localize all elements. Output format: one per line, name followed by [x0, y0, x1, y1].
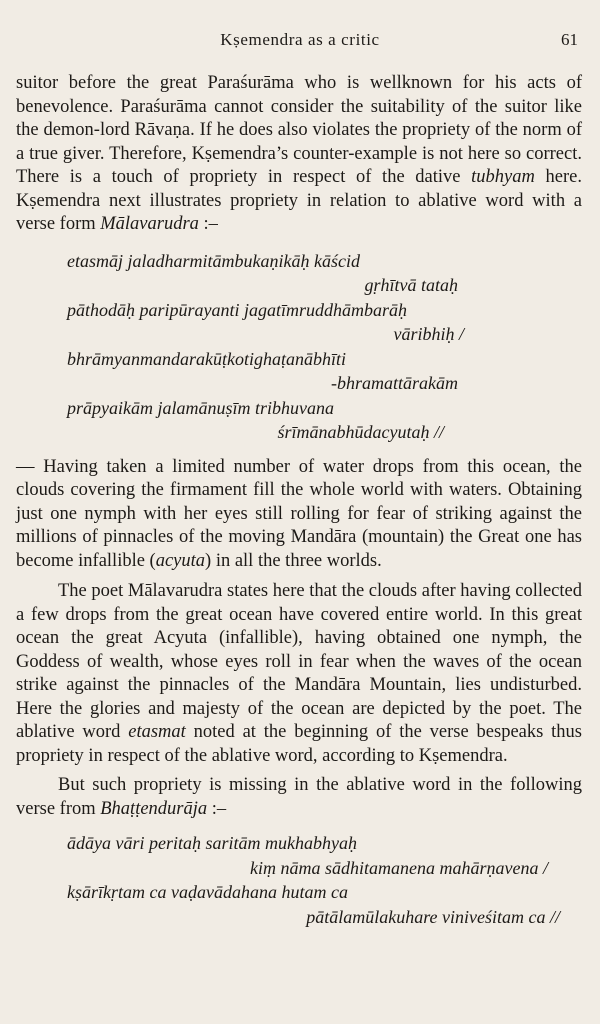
paragraph-3-text: The poet Mālavarudra states here that the clouds after having collected a few drops from the great ocean have covered entire world. In this great ocean the great Acyuta (infallible), having obtained one nymph, the Goddess of wealth, whose eyes roll in fear when the waves of the ocean strike against the pinnacles of the Mandāra Mountain, lies undisturbed. Here the glories and majesty of the ocean are depicted by the poet. The ablative word: [16, 581, 582, 742]
verse-1-line-4: prāpyaikām jalamānuṣīm tribhuvana: [67, 397, 334, 418]
verse-source-2: Bhaṭṭendurāja: [100, 798, 208, 819]
paragraph-1-text: suitor before the great Paraśurāma who is wellknown for his acts of benevolence. Paraśurāma cannot consider the suitability of the suitor like the demon-lord Rāvaṇa. If he does also violates the propriety of the norm of a true giver. Therefore, Kṣemendra’s counter-example is not here so correct. There is a touch of propriety in respect of the dative: [16, 73, 582, 187]
verse-source-1: Mālavarudra: [100, 214, 199, 234]
verse-1-cont-4: śrīmānabhūdacyutaḥ //: [277, 422, 444, 442]
verse-1-cont-2: vāribhiḥ /: [393, 324, 464, 344]
verse-1-line-2: pāthodāḥ paripūrayanti jagatīmruddhāmbarāḥ: [67, 299, 408, 320]
verse-1: [16, 249, 582, 445]
page-number: 61: [561, 30, 578, 49]
verse-1-cont-3: -bhramattārakām: [331, 373, 458, 393]
paragraph-2-tail: ) in all the three worlds.: [205, 550, 382, 571]
paragraph-3-tail: noted at the beginning of the verse bespeaks thus propriety in respect of the ablative word, according to Kṣemendra.: [16, 722, 583, 766]
verse-1-line-3: bhrāmyanmandarakūṭkotighaṭanābhīti: [67, 348, 346, 369]
paragraph-2: [16, 456, 582, 574]
page-header: [0, 30, 600, 54]
paragraph-4-end: :–: [207, 798, 227, 819]
verse-2-line-2: kṣārīkṛtam ca vaḍavādahana hutam ca: [67, 882, 348, 902]
verse-2-line-1: ādāya vāri peritaḥ saritām mukhabhyaḥ: [67, 833, 357, 853]
verse-2-cont-1: kiṃ nāma sādhitamanena mahārṇavena /: [250, 857, 548, 878]
dative-term: tubhyam: [471, 167, 535, 187]
verse-2-cont-2: pātālamūlakuhare viniveśitam ca //: [306, 906, 560, 927]
verse-1-line-1: etasmāj jaladharmitāmbukaṇikāḥ kāścid: [67, 250, 360, 271]
paragraph-4-text: But such propriety is missing in the ablative word in the following verse from: [16, 775, 582, 819]
verse-2: [16, 831, 582, 929]
running-head: Kṣemendra as a critic: [220, 30, 380, 49]
paragraph-4: [16, 774, 582, 821]
paragraph-1-tail: here. Kṣemendra next illustrates propriety in relation to ablative word with a verse form: [16, 167, 582, 234]
paragraph-1-end: :–: [198, 214, 218, 234]
paragraph-3: [16, 580, 582, 768]
paragraph-2-text: — Having taken a limited number of water drops from this ocean, the clouds covering the firmament fill the whole world with waters. Obtaining just one nymph with her eyes still rolling for fear of striking against the millions of pinnacles of the moving Mandāra (mountain) the Great one has become infallible (: [16, 456, 582, 571]
acyuta-term: acyuta: [155, 550, 206, 571]
etasmat-term: etasmat: [128, 722, 186, 742]
paragraph-1: [16, 72, 582, 237]
verse-1-cont-1: gṛhītvā tataḥ: [364, 275, 458, 295]
page-body: [16, 72, 582, 929]
